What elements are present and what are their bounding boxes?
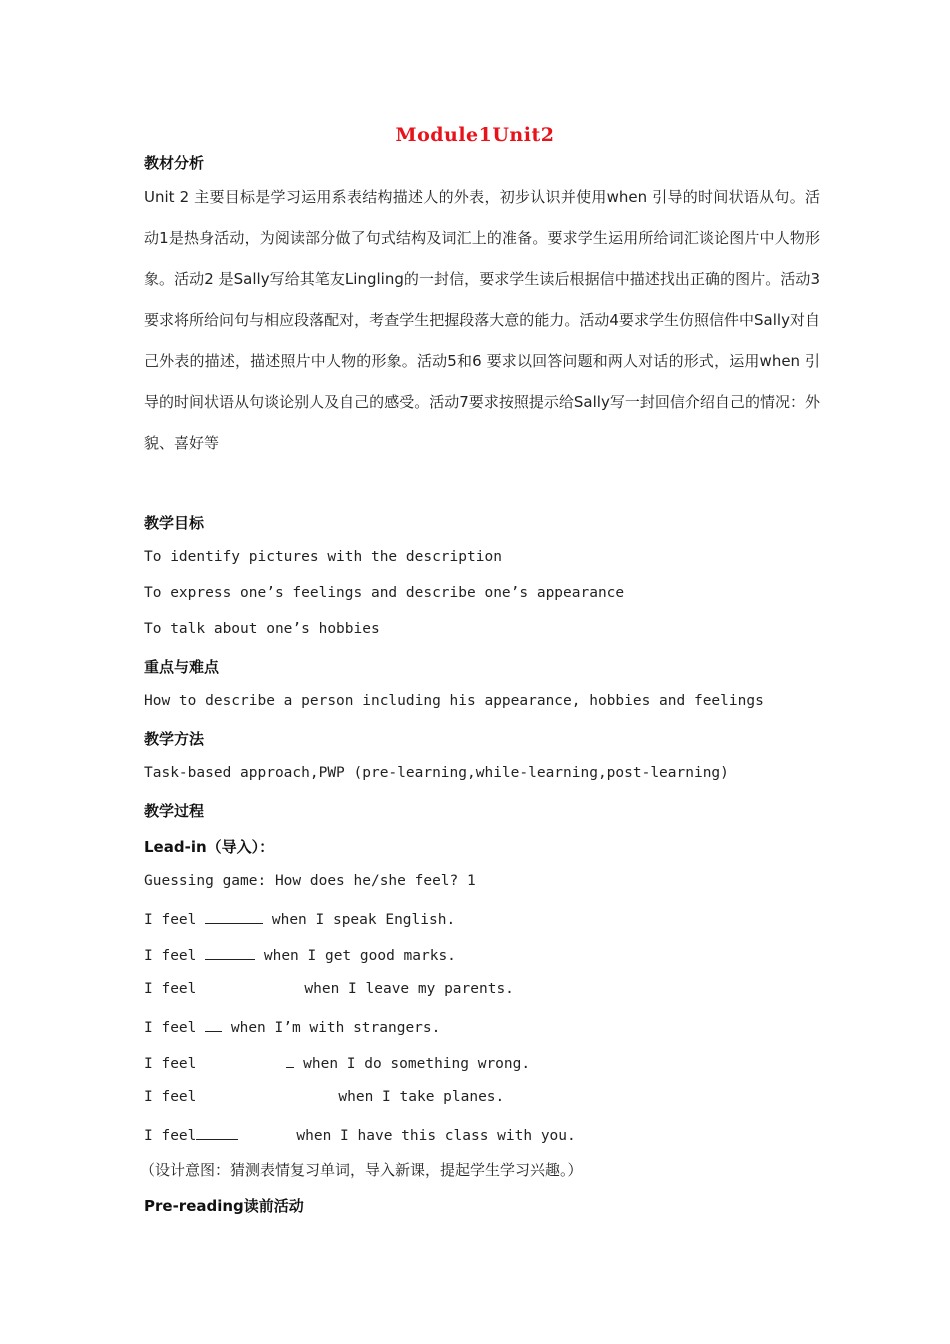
sentence-start: I feel xyxy=(144,1089,197,1105)
sentence-end: when I speak English. xyxy=(271,912,456,928)
design-intent-note: （设计意图：猜测表情复习单词，导入新课，提起学生学习兴趣。） xyxy=(140,1161,583,1179)
sentence-4 xyxy=(144,1017,440,1036)
heading-process: 教学过程 xyxy=(144,802,205,820)
guessing-game-text: Guessing game: How does he/she feel? 1 xyxy=(144,873,476,889)
sentence-start: I feel xyxy=(144,912,197,928)
answer-blank xyxy=(205,1017,222,1032)
goal-item-1: To identify pictures with the description xyxy=(144,549,502,565)
key-points-text: How to describe a person including his appearance, hobbies and feelings xyxy=(144,693,764,709)
sentence-3 xyxy=(144,981,514,997)
answer-blank xyxy=(205,909,263,924)
sentence-start: I feel xyxy=(144,948,197,964)
sentence-end: when I get good marks. xyxy=(263,948,456,964)
answer-blank xyxy=(196,1125,238,1140)
heading-pre-reading: Pre-reading读前活动 xyxy=(144,1197,304,1215)
goal-item-3: To talk about one’s hobbies xyxy=(144,621,380,637)
sentence-7 xyxy=(144,1125,576,1144)
sentence-start: I feel xyxy=(144,1020,197,1036)
heading-goals: 教学目标 xyxy=(144,514,205,532)
sentence-start: I feel xyxy=(144,1128,197,1144)
method-text: Task-based approach,PWP (pre-learning,while-learning,post-learning) xyxy=(144,765,729,781)
sentence-2 xyxy=(144,945,456,964)
sentence-start: I feel xyxy=(144,1056,197,1072)
sentence-end: when I take planes. xyxy=(338,1089,505,1105)
heading-lead-in: Lead-in（导入）： xyxy=(144,838,275,856)
heading-method: 教学方法 xyxy=(144,730,205,748)
answer-blank xyxy=(205,945,255,960)
sentence-start: I feel xyxy=(144,981,197,997)
heading-key-points: 重点与难点 xyxy=(144,658,220,676)
sentence-end: when I leave my parents. xyxy=(304,981,514,997)
goal-item-2: To express one’s feelings and describe one’s appearance xyxy=(144,585,625,601)
sentence-end: when I’m with strangers. xyxy=(230,1020,441,1036)
document-title: Module1Unit2 xyxy=(395,124,555,146)
answer-blank xyxy=(286,1053,294,1068)
sentence-end: when I have this class with you. xyxy=(296,1128,576,1144)
sentence-end: when I do something wrong. xyxy=(303,1056,531,1072)
sentence-5 xyxy=(144,1053,530,1072)
heading-analysis: 教材分析 xyxy=(144,154,205,172)
analysis-paragraph: Unit 2 主要目标是学习运用系表结构描述人的外表，初步认识并使用when 引导的时间状语从句。活动1是热身活动，为阅读部分做了句式结构及词汇上的准备。要求学生运用所给词汇谈论图片中人物形象。活动2 是Sally写给其笔友Lingling的一封信，要求学生读后根据信中描述找出正确的图片。活动3要求将所给问句与相应段落配对，考查学生把握段落大意的能力。活动4要求学生仿照信件中Sally对自己外表的描述，描述照片中人物的形象。活动5和6 要求以回答问题和两人对话的形式，运用when 引导的时间状语从句谈论别人及自己的感受。活动7要求按照提示给Sally写一封回信介绍自己的情况：外貌、喜好等 xyxy=(144,188,820,452)
sentence-1 xyxy=(144,909,455,928)
sentence-6 xyxy=(144,1089,504,1105)
